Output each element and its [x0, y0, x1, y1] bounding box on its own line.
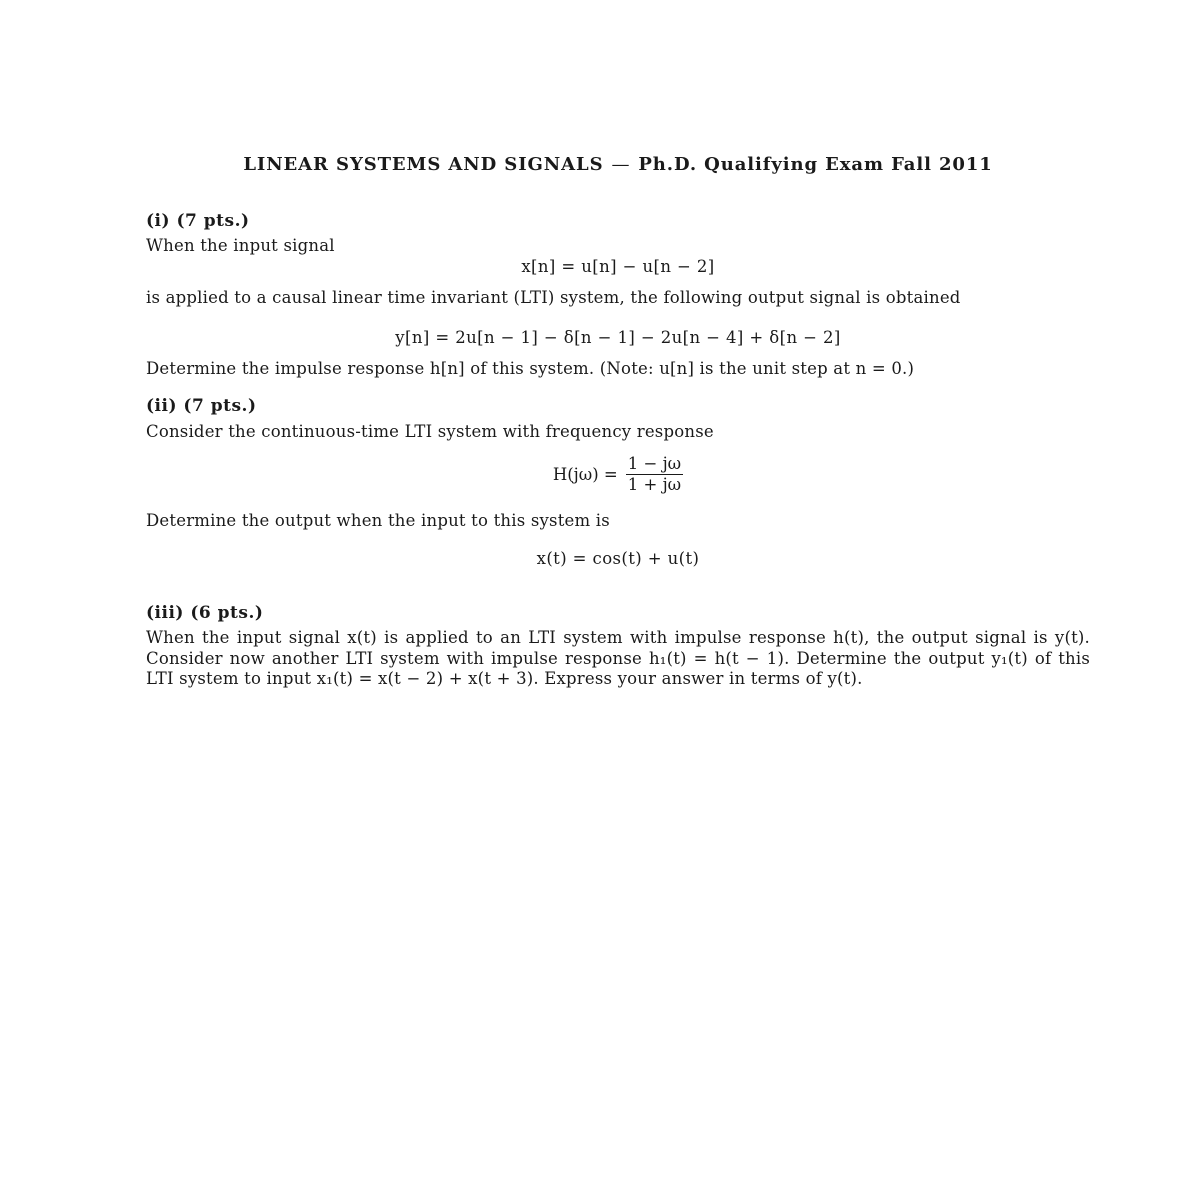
part1-body: is applied to a causal linear time invariant (LTI) system, the following output signal is obtained [146, 288, 961, 307]
title-dash: — [611, 154, 631, 175]
part2-heading: (ii) (7 pts.) [146, 396, 257, 416]
page-title [146, 154, 1090, 175]
part1-output-equation: y[n] = 2u[n − 1] − δ[n − 1] − 2u[n − 4] + δ[n − 2] [395, 328, 841, 347]
part3-heading: (iii) (6 pts.) [146, 603, 264, 623]
part2-question: Determine the output when the input to this system is [146, 511, 610, 530]
part3-body: When the input signal x(t) is applied to an LTI system with impulse response h(t), the output signal is y(t). Consider now another LTI system with impulse response h₁(t) = h(t − 1). Determine the output y₁(t) of this LTI system to input x₁(t) = x(t − 2) + x(t + 3). Express your answer in terms of y(t). [146, 628, 1090, 688]
part2-eq-denominator: 1 + jω [627, 475, 682, 494]
part2-input-equation: x(t) = cos(t) + u(t) [536, 549, 700, 568]
part1-heading: (i) (7 pts.) [146, 211, 250, 231]
title-left: LINEAR SYSTEMS AND SIGNALS [243, 154, 604, 175]
part2-eq-lhs: H(jω) = [552, 465, 618, 484]
part1-input-equation: x[n] = u[n] − u[n − 2] [521, 257, 715, 276]
part2-frequency-response-equation [146, 454, 1090, 495]
part2-fraction [626, 454, 683, 495]
title-right: Ph.D. Qualifying Exam Fall 2011 [638, 154, 993, 175]
part2-intro: Consider the continuous-time LTI system with frequency response [146, 422, 714, 441]
part1-question: Determine the impulse response h[n] of this system. (Note: u[n] is the unit step at n = 0.) [146, 359, 915, 378]
part2-eq-numerator: 1 − jω [627, 454, 682, 473]
part1-intro: When the input signal [146, 236, 335, 255]
